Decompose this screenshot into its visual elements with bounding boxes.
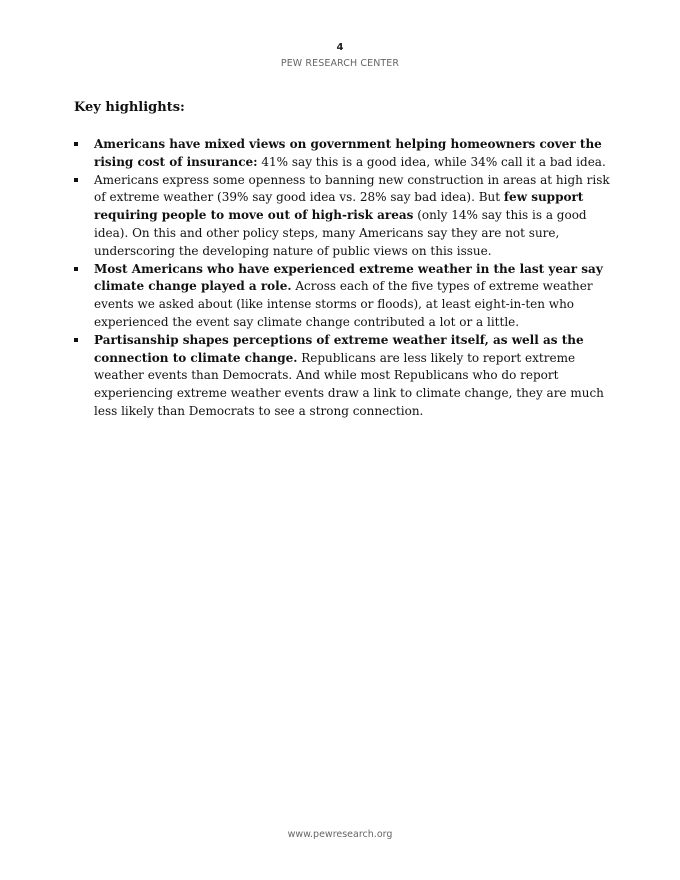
section-heading: Key highlights: [74, 100, 185, 115]
list-item [74, 332, 614, 421]
list-item [74, 172, 614, 261]
footer-url[interactable]: www.pewresearch.org [287, 829, 393, 840]
bullet-icon [74, 267, 78, 271]
bold-text: few support requiring people to move out of high-risk areas [94, 190, 584, 223]
page-number: 4 [336, 42, 344, 53]
bold-text: Most Americans who have experienced extreme weather in the last year say climate change played a role. [94, 261, 603, 294]
bold-text: Americans have mixed views on government helping homeowners cover the rising cost of insurance: [94, 137, 602, 169]
body-text: (only 14% say this is a good idea). On this and other policy steps, many Americans say they are not sure, underscoring the developing nature of public views on this issue. [94, 208, 587, 258]
highlights-list [74, 136, 614, 421]
bullet-icon [74, 178, 78, 182]
body-text: Republicans are less likely to report extreme weather events than Democrats. And while most Republicans who do report experiencing extreme weather events draw a link to climate change, they are much less likely than Democrats to see a strong connection. [94, 350, 604, 418]
bold-text: Partisanship shapes perceptions of extreme weather itself, as well as the connection to climate change. [94, 332, 584, 365]
list-item [74, 136, 614, 172]
org-header: PEW RESEARCH CENTER [280, 58, 400, 69]
list-item [74, 261, 614, 332]
bullet-icon [74, 142, 78, 146]
body-text: 41% say this is a good idea, while 34% call it a bad idea. [257, 154, 606, 169]
bullet-icon [74, 338, 78, 342]
body-text: Americans express some openness to banning new construction in areas at high risk of extreme weather (39% say good idea vs. 28% say bad idea). But [94, 172, 610, 205]
body-text: Across each of the five types of extreme weather events we asked about (like intense storms or floods), at least eight-in-ten who experienced the event say climate change contributed a lot or a little. [94, 279, 593, 329]
